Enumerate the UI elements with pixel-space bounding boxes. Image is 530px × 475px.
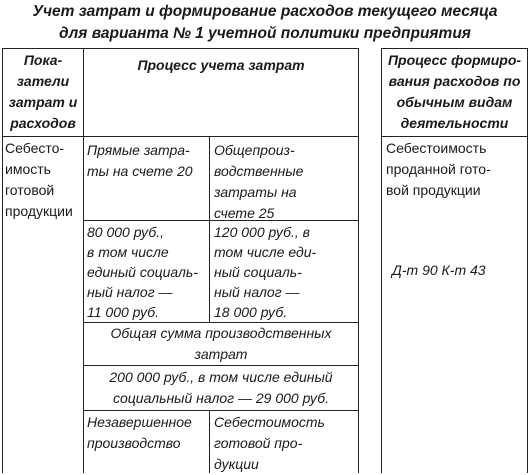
header-expense-process — [382, 50, 527, 134]
total-label-line: затрат — [194, 346, 248, 362]
overhead-amount-line: ный налог — — [214, 284, 300, 300]
title-line-2: для варианта № 1 учетной политики предприятия — [59, 25, 471, 42]
header-divider-left — [2, 136, 358, 137]
direct-amount-line: единый социаль- — [87, 264, 198, 280]
overhead-line: Общепроиз- — [214, 142, 295, 158]
overhead-line: водственные — [214, 163, 304, 179]
direct-amount-line: 11 000 руб. — [87, 304, 160, 320]
direct-amount-line: в том числе — [87, 244, 169, 260]
sold-cost-line: Себестоимость — [386, 140, 487, 156]
header-expense-line: деятельности — [400, 115, 509, 131]
direct-costs-line: ты на счете 20 — [87, 163, 193, 179]
sold-cost-line: проданной гото- — [386, 161, 491, 177]
overhead-amount-line: ный социаль- — [214, 264, 302, 280]
header-indicators-line: расходов — [10, 115, 76, 131]
title-line-1: Учет затрат и формирование расходов текущего месяца — [32, 3, 498, 20]
direct-amount-cell — [87, 222, 209, 322]
sold-cost-line: вой продукции — [386, 182, 481, 198]
overhead-amount-line: том числе еди- — [214, 244, 317, 260]
row-divider-4 — [83, 410, 358, 411]
accounting-entry: Д-т 90 К-т 43 — [392, 262, 486, 278]
overhead-amount-cell — [214, 222, 358, 322]
header-indicators-line: затрат и — [8, 94, 78, 110]
finished-goods-cost-cell — [214, 412, 358, 475]
finished-cost-line: дукции — [214, 456, 259, 472]
direct-amount-line: 80 000 руб., — [87, 224, 164, 240]
header-divider-right — [381, 136, 528, 137]
indicator-line: имость — [5, 161, 51, 177]
inner-divider-bottom — [209, 410, 210, 473]
finished-cost-line: Себестоимость — [214, 414, 325, 430]
total-label-line: Общая сумма производственных — [110, 325, 332, 341]
direct-amount-line: ный налог — — [87, 284, 173, 300]
header-indicators-line: Пока- — [23, 52, 63, 68]
finished-cost-line: готовой про- — [214, 435, 303, 451]
overhead-amount-line: 18 000 руб. — [214, 304, 288, 320]
row-divider-3 — [83, 365, 358, 366]
overhead-amount-line: 120 000 руб., в — [214, 224, 310, 240]
direct-costs-line: Прямые затра- — [87, 142, 190, 158]
total-amount-cell — [84, 367, 358, 409]
header-expense-line: Процесс формиро- — [387, 52, 522, 68]
header-expense-line: обычным видам — [396, 94, 513, 110]
overhead-line: затраты на — [214, 184, 297, 200]
total-amount-line: 200 000 руб., в том числе единый — [109, 369, 333, 385]
column-divider-1 — [83, 48, 84, 473]
indicator-line: продукции — [5, 203, 73, 219]
indicator-line: Себесто- — [5, 140, 65, 156]
indicator-line: готовой — [5, 182, 55, 198]
indicator-cost-of-goods — [5, 138, 83, 222]
total-costs-label-cell — [84, 323, 358, 365]
work-in-progress-cell — [87, 412, 209, 454]
direct-costs-cell — [87, 140, 209, 182]
table-border-top-right — [381, 48, 528, 49]
overhead-costs-cell — [214, 140, 358, 224]
column-divider-2 — [358, 48, 359, 473]
inner-divider-top — [209, 136, 210, 322]
header-indicators — [3, 50, 83, 134]
table-border-top-left — [2, 48, 358, 49]
sold-goods-cost-cell — [386, 138, 527, 201]
table-border-right — [527, 48, 528, 473]
overhead-line: счете 25 — [214, 205, 275, 221]
header-indicators-line: затели — [16, 73, 70, 89]
wip-line: производство — [87, 435, 181, 451]
header-expense-line: вания расходов по — [388, 73, 521, 89]
wip-line: Незавершенное — [87, 414, 192, 430]
header-cost-process: Процесс учета затрат — [137, 57, 305, 73]
total-amount-line: социальный налог — 29 000 руб. — [113, 390, 329, 406]
